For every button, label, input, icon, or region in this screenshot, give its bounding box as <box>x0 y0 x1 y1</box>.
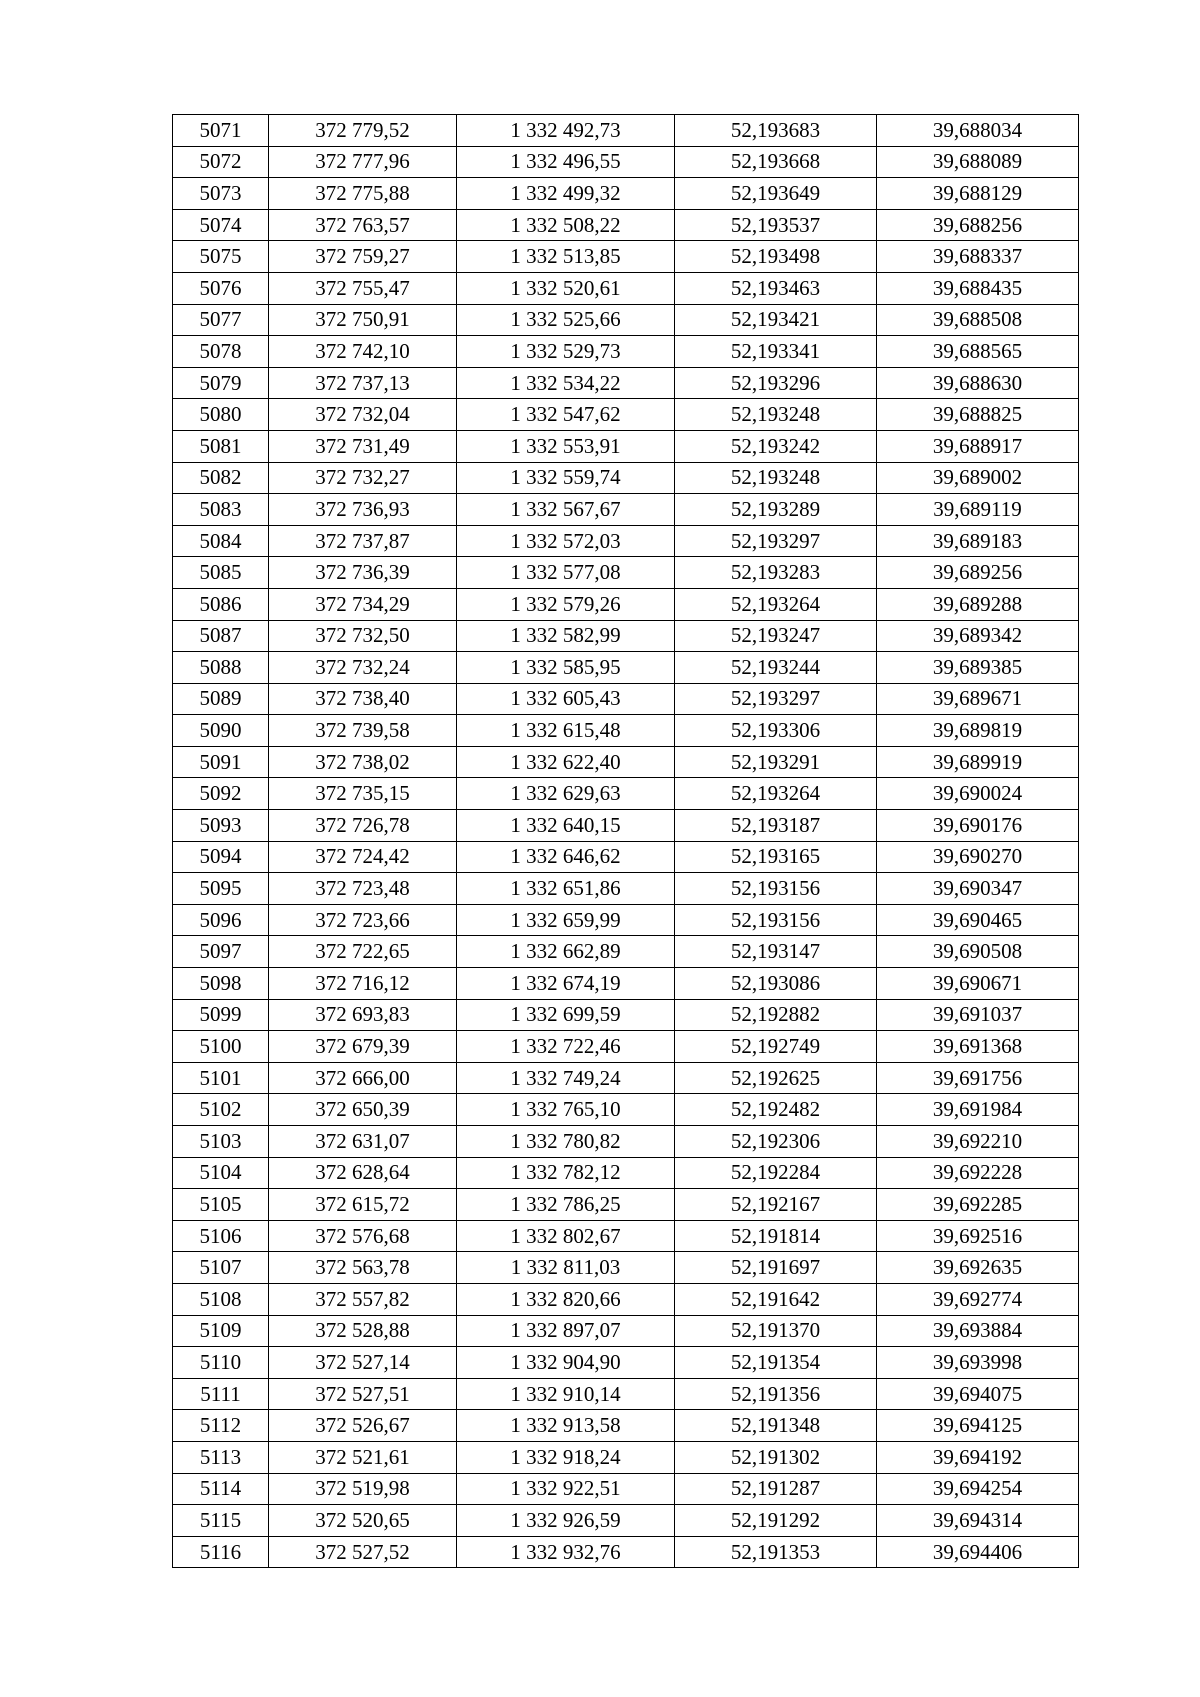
point-number-cell: 5112 <box>173 1410 269 1442</box>
table-row <box>173 272 1079 304</box>
y-coordinate-cell: 1 332 553,91 <box>457 430 675 462</box>
table-row <box>173 683 1079 715</box>
y-coordinate-cell: 1 332 534,22 <box>457 367 675 399</box>
table-row <box>173 810 1079 842</box>
point-number-cell: 5108 <box>173 1283 269 1315</box>
y-coordinate-cell: 1 332 910,14 <box>457 1378 675 1410</box>
point-number-cell: 5078 <box>173 336 269 368</box>
x-coordinate-cell: 372 527,14 <box>269 1347 457 1379</box>
table-row <box>173 1536 1079 1568</box>
y-coordinate-cell: 1 332 722,46 <box>457 1031 675 1063</box>
point-number-cell: 5101 <box>173 1062 269 1094</box>
table-row <box>173 525 1079 557</box>
latitude-cell: 52,191370 <box>675 1315 877 1347</box>
longitude-cell: 39,690465 <box>877 904 1079 936</box>
x-coordinate-cell: 372 722,65 <box>269 936 457 968</box>
x-coordinate-cell: 372 759,27 <box>269 241 457 273</box>
point-number-cell: 5076 <box>173 272 269 304</box>
point-number-cell: 5088 <box>173 652 269 684</box>
x-coordinate-cell: 372 742,10 <box>269 336 457 368</box>
longitude-cell: 39,689256 <box>877 557 1079 589</box>
latitude-cell: 52,193165 <box>675 841 877 873</box>
y-coordinate-cell: 1 332 811,03 <box>457 1252 675 1284</box>
x-coordinate-cell: 372 735,15 <box>269 778 457 810</box>
point-number-cell: 5089 <box>173 683 269 715</box>
y-coordinate-cell: 1 332 913,58 <box>457 1410 675 1442</box>
point-number-cell: 5104 <box>173 1157 269 1189</box>
table-row <box>173 968 1079 1000</box>
latitude-cell: 52,192882 <box>675 999 877 1031</box>
y-coordinate-cell: 1 332 780,82 <box>457 1126 675 1158</box>
table-row <box>173 1378 1079 1410</box>
y-coordinate-cell: 1 332 782,12 <box>457 1157 675 1189</box>
point-number-cell: 5109 <box>173 1315 269 1347</box>
point-number-cell: 5073 <box>173 178 269 210</box>
y-coordinate-cell: 1 332 786,25 <box>457 1189 675 1221</box>
longitude-cell: 39,688089 <box>877 146 1079 178</box>
longitude-cell: 39,692210 <box>877 1126 1079 1158</box>
y-coordinate-cell: 1 332 567,67 <box>457 494 675 526</box>
longitude-cell: 39,692774 <box>877 1283 1079 1315</box>
latitude-cell: 52,193421 <box>675 304 877 336</box>
y-coordinate-cell: 1 332 579,26 <box>457 588 675 620</box>
x-coordinate-cell: 372 723,48 <box>269 873 457 905</box>
point-number-cell: 5095 <box>173 873 269 905</box>
y-coordinate-cell: 1 332 520,61 <box>457 272 675 304</box>
x-coordinate-cell: 372 528,88 <box>269 1315 457 1347</box>
y-coordinate-cell: 1 332 496,55 <box>457 146 675 178</box>
point-number-cell: 5071 <box>173 115 269 147</box>
table-row <box>173 873 1079 905</box>
longitude-cell: 39,690347 <box>877 873 1079 905</box>
longitude-cell: 39,688565 <box>877 336 1079 368</box>
latitude-cell: 52,191302 <box>675 1441 877 1473</box>
longitude-cell: 39,694192 <box>877 1441 1079 1473</box>
x-coordinate-cell: 372 527,51 <box>269 1378 457 1410</box>
point-number-cell: 5113 <box>173 1441 269 1473</box>
x-coordinate-cell: 372 755,47 <box>269 272 457 304</box>
longitude-cell: 39,688435 <box>877 272 1079 304</box>
y-coordinate-cell: 1 332 525,66 <box>457 304 675 336</box>
point-number-cell: 5096 <box>173 904 269 936</box>
latitude-cell: 52,193264 <box>675 588 877 620</box>
table-row <box>173 430 1079 462</box>
latitude-cell: 52,192284 <box>675 1157 877 1189</box>
x-coordinate-cell: 372 732,50 <box>269 620 457 652</box>
coordinates-table <box>172 114 1079 1568</box>
x-coordinate-cell: 372 734,29 <box>269 588 457 620</box>
y-coordinate-cell: 1 332 577,08 <box>457 557 675 589</box>
x-coordinate-cell: 372 724,42 <box>269 841 457 873</box>
latitude-cell: 52,191353 <box>675 1536 877 1568</box>
latitude-cell: 52,193247 <box>675 620 877 652</box>
table-row <box>173 146 1079 178</box>
longitude-cell: 39,689288 <box>877 588 1079 620</box>
point-number-cell: 5072 <box>173 146 269 178</box>
latitude-cell: 52,193187 <box>675 810 877 842</box>
table-row <box>173 209 1079 241</box>
latitude-cell: 52,193156 <box>675 873 877 905</box>
x-coordinate-cell: 372 732,04 <box>269 399 457 431</box>
x-coordinate-cell: 372 738,02 <box>269 746 457 778</box>
table-row <box>173 1283 1079 1315</box>
y-coordinate-cell: 1 332 659,99 <box>457 904 675 936</box>
table-row <box>173 746 1079 778</box>
table-row <box>173 1220 1079 1252</box>
y-coordinate-cell: 1 332 662,89 <box>457 936 675 968</box>
y-coordinate-cell: 1 332 615,48 <box>457 715 675 747</box>
point-number-cell: 5110 <box>173 1347 269 1379</box>
table-row <box>173 841 1079 873</box>
longitude-cell: 39,688337 <box>877 241 1079 273</box>
longitude-cell: 39,688256 <box>877 209 1079 241</box>
table-row <box>173 1252 1079 1284</box>
table-row <box>173 304 1079 336</box>
coordinates-table-body <box>173 115 1079 1568</box>
table-row <box>173 652 1079 684</box>
longitude-cell: 39,691756 <box>877 1062 1079 1094</box>
longitude-cell: 39,690176 <box>877 810 1079 842</box>
longitude-cell: 39,688917 <box>877 430 1079 462</box>
latitude-cell: 52,193649 <box>675 178 877 210</box>
longitude-cell: 39,689671 <box>877 683 1079 715</box>
x-coordinate-cell: 372 527,52 <box>269 1536 457 1568</box>
point-number-cell: 5107 <box>173 1252 269 1284</box>
point-number-cell: 5084 <box>173 525 269 557</box>
point-number-cell: 5082 <box>173 462 269 494</box>
x-coordinate-cell: 372 563,78 <box>269 1252 457 1284</box>
x-coordinate-cell: 372 526,67 <box>269 1410 457 1442</box>
x-coordinate-cell: 372 650,39 <box>269 1094 457 1126</box>
table-row <box>173 557 1079 589</box>
table-row <box>173 904 1079 936</box>
longitude-cell: 39,689819 <box>877 715 1079 747</box>
table-row <box>173 1410 1079 1442</box>
latitude-cell: 52,193244 <box>675 652 877 684</box>
table-row <box>173 241 1079 273</box>
point-number-cell: 5083 <box>173 494 269 526</box>
longitude-cell: 39,692516 <box>877 1220 1079 1252</box>
x-coordinate-cell: 372 739,58 <box>269 715 457 747</box>
longitude-cell: 39,691037 <box>877 999 1079 1031</box>
x-coordinate-cell: 372 731,49 <box>269 430 457 462</box>
table-row <box>173 399 1079 431</box>
y-coordinate-cell: 1 332 932,76 <box>457 1536 675 1568</box>
table-row <box>173 1189 1079 1221</box>
latitude-cell: 52,193668 <box>675 146 877 178</box>
table-row <box>173 588 1079 620</box>
table-row <box>173 999 1079 1031</box>
point-number-cell: 5111 <box>173 1378 269 1410</box>
longitude-cell: 39,692285 <box>877 1189 1079 1221</box>
longitude-cell: 39,688508 <box>877 304 1079 336</box>
y-coordinate-cell: 1 332 572,03 <box>457 525 675 557</box>
point-number-cell: 5085 <box>173 557 269 589</box>
point-number-cell: 5102 <box>173 1094 269 1126</box>
x-coordinate-cell: 372 520,65 <box>269 1505 457 1537</box>
y-coordinate-cell: 1 332 622,40 <box>457 746 675 778</box>
latitude-cell: 52,191348 <box>675 1410 877 1442</box>
table-row <box>173 178 1079 210</box>
latitude-cell: 52,193242 <box>675 430 877 462</box>
longitude-cell: 39,694075 <box>877 1378 1079 1410</box>
table-row <box>173 715 1079 747</box>
x-coordinate-cell: 372 763,57 <box>269 209 457 241</box>
x-coordinate-cell: 372 631,07 <box>269 1126 457 1158</box>
longitude-cell: 39,689119 <box>877 494 1079 526</box>
y-coordinate-cell: 1 332 699,59 <box>457 999 675 1031</box>
x-coordinate-cell: 372 737,87 <box>269 525 457 557</box>
x-coordinate-cell: 372 723,66 <box>269 904 457 936</box>
point-number-cell: 5115 <box>173 1505 269 1537</box>
table-row <box>173 1505 1079 1537</box>
table-row <box>173 1031 1079 1063</box>
latitude-cell: 52,193156 <box>675 904 877 936</box>
latitude-cell: 52,191292 <box>675 1505 877 1537</box>
y-coordinate-cell: 1 332 674,19 <box>457 968 675 1000</box>
latitude-cell: 52,193264 <box>675 778 877 810</box>
table-row <box>173 778 1079 810</box>
y-coordinate-cell: 1 332 559,74 <box>457 462 675 494</box>
point-number-cell: 5080 <box>173 399 269 431</box>
latitude-cell: 52,193248 <box>675 399 877 431</box>
table-row <box>173 462 1079 494</box>
y-coordinate-cell: 1 332 640,15 <box>457 810 675 842</box>
y-coordinate-cell: 1 332 897,07 <box>457 1315 675 1347</box>
latitude-cell: 52,193463 <box>675 272 877 304</box>
table-row <box>173 494 1079 526</box>
y-coordinate-cell: 1 332 926,59 <box>457 1505 675 1537</box>
point-number-cell: 5106 <box>173 1220 269 1252</box>
point-number-cell: 5097 <box>173 936 269 968</box>
longitude-cell: 39,694406 <box>877 1536 1079 1568</box>
longitude-cell: 39,691368 <box>877 1031 1079 1063</box>
y-coordinate-cell: 1 332 499,32 <box>457 178 675 210</box>
point-number-cell: 5079 <box>173 367 269 399</box>
table-row <box>173 115 1079 147</box>
y-coordinate-cell: 1 332 513,85 <box>457 241 675 273</box>
longitude-cell: 39,689919 <box>877 746 1079 778</box>
latitude-cell: 52,192749 <box>675 1031 877 1063</box>
point-number-cell: 5116 <box>173 1536 269 1568</box>
y-coordinate-cell: 1 332 492,73 <box>457 115 675 147</box>
y-coordinate-cell: 1 332 922,51 <box>457 1473 675 1505</box>
latitude-cell: 52,193289 <box>675 494 877 526</box>
point-number-cell: 5081 <box>173 430 269 462</box>
y-coordinate-cell: 1 332 629,63 <box>457 778 675 810</box>
longitude-cell: 39,694254 <box>877 1473 1079 1505</box>
longitude-cell: 39,689342 <box>877 620 1079 652</box>
table-row <box>173 1094 1079 1126</box>
latitude-cell: 52,193498 <box>675 241 877 273</box>
longitude-cell: 39,693998 <box>877 1347 1079 1379</box>
latitude-cell: 52,193296 <box>675 367 877 399</box>
table-row <box>173 1062 1079 1094</box>
point-number-cell: 5092 <box>173 778 269 810</box>
latitude-cell: 52,192482 <box>675 1094 877 1126</box>
longitude-cell: 39,688825 <box>877 399 1079 431</box>
y-coordinate-cell: 1 332 651,86 <box>457 873 675 905</box>
table-row <box>173 936 1079 968</box>
longitude-cell: 39,689002 <box>877 462 1079 494</box>
x-coordinate-cell: 372 750,91 <box>269 304 457 336</box>
point-number-cell: 5098 <box>173 968 269 1000</box>
longitude-cell: 39,689183 <box>877 525 1079 557</box>
y-coordinate-cell: 1 332 508,22 <box>457 209 675 241</box>
point-number-cell: 5091 <box>173 746 269 778</box>
latitude-cell: 52,193291 <box>675 746 877 778</box>
latitude-cell: 52,192625 <box>675 1062 877 1094</box>
point-number-cell: 5074 <box>173 209 269 241</box>
x-coordinate-cell: 372 521,61 <box>269 1441 457 1473</box>
y-coordinate-cell: 1 332 820,66 <box>457 1283 675 1315</box>
x-coordinate-cell: 372 628,64 <box>269 1157 457 1189</box>
x-coordinate-cell: 372 693,83 <box>269 999 457 1031</box>
y-coordinate-cell: 1 332 904,90 <box>457 1347 675 1379</box>
point-number-cell: 5086 <box>173 588 269 620</box>
table-row <box>173 620 1079 652</box>
y-coordinate-cell: 1 332 547,62 <box>457 399 675 431</box>
x-coordinate-cell: 372 732,27 <box>269 462 457 494</box>
longitude-cell: 39,692635 <box>877 1252 1079 1284</box>
point-number-cell: 5100 <box>173 1031 269 1063</box>
longitude-cell: 39,692228 <box>877 1157 1079 1189</box>
latitude-cell: 52,191697 <box>675 1252 877 1284</box>
x-coordinate-cell: 372 779,52 <box>269 115 457 147</box>
x-coordinate-cell: 372 615,72 <box>269 1189 457 1221</box>
y-coordinate-cell: 1 332 646,62 <box>457 841 675 873</box>
latitude-cell: 52,191354 <box>675 1347 877 1379</box>
x-coordinate-cell: 372 737,13 <box>269 367 457 399</box>
table-row <box>173 1315 1079 1347</box>
point-number-cell: 5114 <box>173 1473 269 1505</box>
longitude-cell: 39,690508 <box>877 936 1079 968</box>
point-number-cell: 5105 <box>173 1189 269 1221</box>
x-coordinate-cell: 372 775,88 <box>269 178 457 210</box>
latitude-cell: 52,193297 <box>675 525 877 557</box>
y-coordinate-cell: 1 332 802,67 <box>457 1220 675 1252</box>
table-row <box>173 1441 1079 1473</box>
point-number-cell: 5094 <box>173 841 269 873</box>
latitude-cell: 52,193147 <box>675 936 877 968</box>
y-coordinate-cell: 1 332 605,43 <box>457 683 675 715</box>
longitude-cell: 39,688630 <box>877 367 1079 399</box>
longitude-cell: 39,694314 <box>877 1505 1079 1537</box>
latitude-cell: 52,193683 <box>675 115 877 147</box>
x-coordinate-cell: 372 738,40 <box>269 683 457 715</box>
longitude-cell: 39,690671 <box>877 968 1079 1000</box>
x-coordinate-cell: 372 557,82 <box>269 1283 457 1315</box>
x-coordinate-cell: 372 679,39 <box>269 1031 457 1063</box>
y-coordinate-cell: 1 332 749,24 <box>457 1062 675 1094</box>
latitude-cell: 52,191356 <box>675 1378 877 1410</box>
table-row <box>173 367 1079 399</box>
y-coordinate-cell: 1 332 765,10 <box>457 1094 675 1126</box>
longitude-cell: 39,689385 <box>877 652 1079 684</box>
x-coordinate-cell: 372 777,96 <box>269 146 457 178</box>
x-coordinate-cell: 372 736,93 <box>269 494 457 526</box>
latitude-cell: 52,192306 <box>675 1126 877 1158</box>
x-coordinate-cell: 372 666,00 <box>269 1062 457 1094</box>
point-number-cell: 5103 <box>173 1126 269 1158</box>
point-number-cell: 5087 <box>173 620 269 652</box>
y-coordinate-cell: 1 332 582,99 <box>457 620 675 652</box>
longitude-cell: 39,694125 <box>877 1410 1079 1442</box>
latitude-cell: 52,193283 <box>675 557 877 589</box>
longitude-cell: 39,690270 <box>877 841 1079 873</box>
x-coordinate-cell: 372 576,68 <box>269 1220 457 1252</box>
y-coordinate-cell: 1 332 529,73 <box>457 336 675 368</box>
latitude-cell: 52,191814 <box>675 1220 877 1252</box>
table-row <box>173 1126 1079 1158</box>
latitude-cell: 52,191287 <box>675 1473 877 1505</box>
point-number-cell: 5077 <box>173 304 269 336</box>
longitude-cell: 39,688034 <box>877 115 1079 147</box>
y-coordinate-cell: 1 332 585,95 <box>457 652 675 684</box>
x-coordinate-cell: 372 726,78 <box>269 810 457 842</box>
longitude-cell: 39,691984 <box>877 1094 1079 1126</box>
latitude-cell: 52,193306 <box>675 715 877 747</box>
x-coordinate-cell: 372 716,12 <box>269 968 457 1000</box>
y-coordinate-cell: 1 332 918,24 <box>457 1441 675 1473</box>
table-row <box>173 1157 1079 1189</box>
latitude-cell: 52,193248 <box>675 462 877 494</box>
point-number-cell: 5090 <box>173 715 269 747</box>
table-row <box>173 1347 1079 1379</box>
latitude-cell: 52,193341 <box>675 336 877 368</box>
latitude-cell: 52,192167 <box>675 1189 877 1221</box>
point-number-cell: 5075 <box>173 241 269 273</box>
latitude-cell: 52,193537 <box>675 209 877 241</box>
table-row <box>173 336 1079 368</box>
longitude-cell: 39,693884 <box>877 1315 1079 1347</box>
x-coordinate-cell: 372 732,24 <box>269 652 457 684</box>
x-coordinate-cell: 372 519,98 <box>269 1473 457 1505</box>
x-coordinate-cell: 372 736,39 <box>269 557 457 589</box>
table-row <box>173 1473 1079 1505</box>
longitude-cell: 39,690024 <box>877 778 1079 810</box>
latitude-cell: 52,193297 <box>675 683 877 715</box>
latitude-cell: 52,191642 <box>675 1283 877 1315</box>
point-number-cell: 5099 <box>173 999 269 1031</box>
point-number-cell: 5093 <box>173 810 269 842</box>
latitude-cell: 52,193086 <box>675 968 877 1000</box>
longitude-cell: 39,688129 <box>877 178 1079 210</box>
